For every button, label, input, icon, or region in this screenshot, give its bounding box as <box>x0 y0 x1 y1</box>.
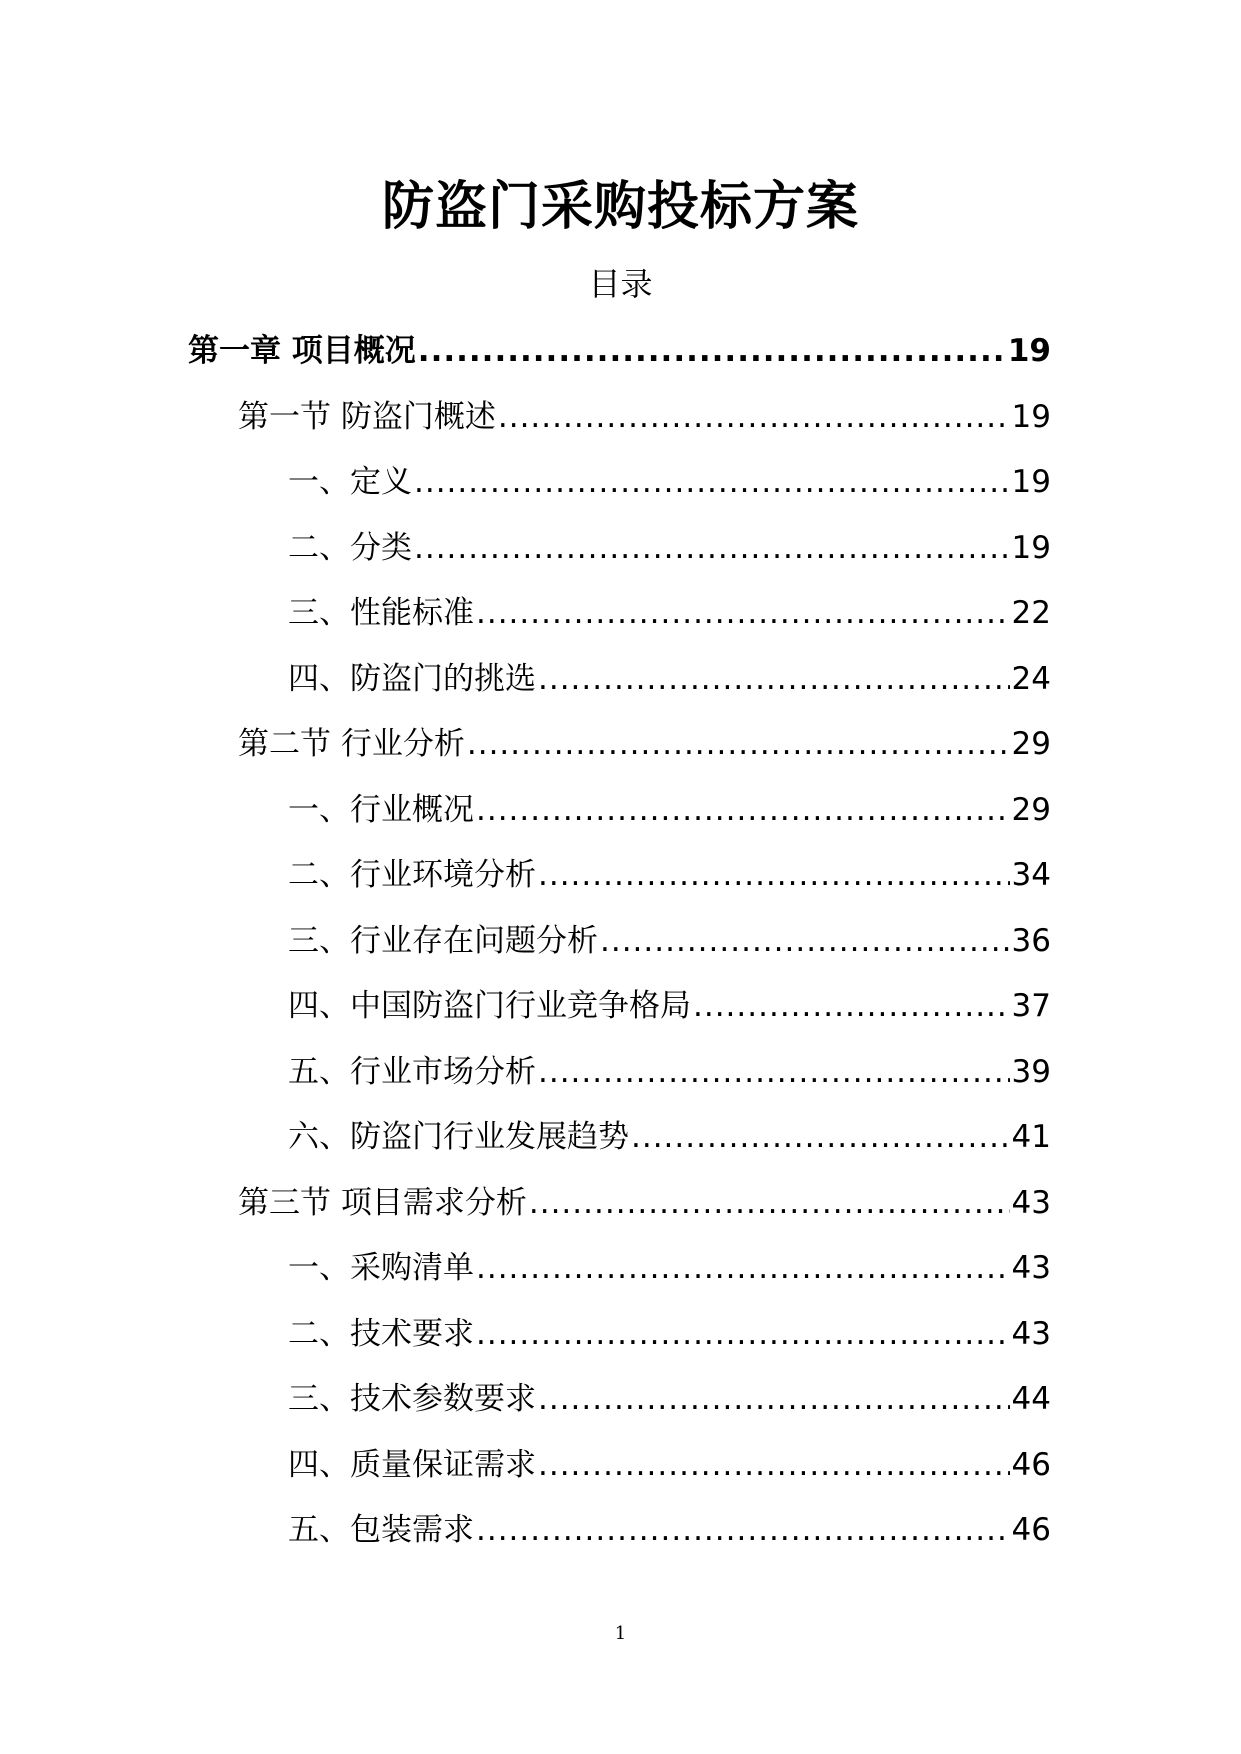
toc-entry-page-number: 46 <box>1011 1446 1051 1483</box>
toc-entry-page-number: 34 <box>1011 857 1051 893</box>
toc-heading: 目录 <box>588 265 653 303</box>
document-title: 防盗门采购投标方案 <box>381 177 859 237</box>
toc-entry-page-number: 19 <box>1007 333 1051 369</box>
toc-entry-title: 四、中国防盗门行业竞争格局 <box>288 988 691 1024</box>
toc-entry-page-number: 43 <box>1011 1315 1051 1352</box>
toc-entry-page-number: 43 <box>1011 1250 1051 1286</box>
toc-entry[interactable] <box>288 523 1051 573</box>
toc-dot-leader <box>476 1243 1010 1293</box>
toc-entry-page-number: 29 <box>1011 791 1051 828</box>
toc-entry[interactable] <box>288 1047 1051 1097</box>
toc-dot-leader <box>476 1309 1010 1359</box>
toc-entry[interactable] <box>288 1309 1051 1359</box>
toc-entry-title: 四、质量保证需求 <box>288 1446 536 1483</box>
toc-entry-page-number: 19 <box>1011 529 1051 566</box>
toc-entry[interactable] <box>238 719 1051 769</box>
toc-entry[interactable] <box>288 654 1051 704</box>
toc-entry-page-number: 22 <box>1011 595 1051 631</box>
toc-dot-leader <box>538 1047 1010 1097</box>
page-number: 1 <box>614 1623 627 1644</box>
toc-entry[interactable] <box>238 1178 1051 1228</box>
toc-entry-title: 二、行业环境分析 <box>288 857 536 893</box>
toc-entry[interactable] <box>288 588 1051 638</box>
toc-entry[interactable] <box>238 392 1051 442</box>
toc-entry-title: 三、行业存在问题分析 <box>288 922 598 959</box>
toc-entry[interactable] <box>288 1374 1051 1424</box>
toc-entry-page-number: 39 <box>1011 1053 1051 1090</box>
toc-entry-title: 第二节 行业分析 <box>238 726 465 762</box>
toc-dot-leader <box>418 326 1006 376</box>
toc-entry-page-number: 19 <box>1011 464 1051 500</box>
toc-entry[interactable] <box>288 916 1051 966</box>
toc-dot-leader <box>414 523 1010 573</box>
toc-dot-leader <box>600 916 1010 966</box>
toc-entry-title: 五、包装需求 <box>288 1512 474 1548</box>
toc-dot-leader <box>631 1112 1010 1162</box>
toc-entry[interactable] <box>288 1243 1051 1293</box>
toc-entry-page-number: 24 <box>1011 660 1051 697</box>
toc-entry[interactable] <box>288 1440 1051 1490</box>
toc-entry-title: 第一节 防盗门概述 <box>238 398 496 435</box>
toc-entry-page-number: 29 <box>1011 726 1051 762</box>
toc-dot-leader <box>538 1374 1010 1424</box>
toc-entry-page-number: 19 <box>1011 398 1051 435</box>
toc-entry[interactable] <box>288 785 1051 835</box>
toc-entry-title: 一、采购清单 <box>288 1250 474 1286</box>
toc-entry-page-number: 37 <box>1011 988 1051 1024</box>
toc-entry[interactable] <box>288 850 1051 900</box>
toc-entry-title: 一、定义 <box>288 464 412 500</box>
toc-entry-page-number: 46 <box>1011 1512 1051 1548</box>
toc-entry-page-number: 36 <box>1011 922 1051 959</box>
toc-dot-leader <box>538 654 1010 704</box>
toc-entry-page-number: 44 <box>1011 1381 1051 1417</box>
toc-entry[interactable] <box>288 1505 1051 1555</box>
toc-dot-leader <box>693 981 1010 1031</box>
toc-dot-leader <box>476 785 1010 835</box>
toc-entry-title: 三、性能标准 <box>288 595 474 631</box>
toc-entry[interactable] <box>188 326 1051 376</box>
toc-entry-title: 二、分类 <box>288 529 412 566</box>
toc-dot-leader <box>498 392 1010 442</box>
toc-entry[interactable] <box>288 1112 1051 1162</box>
toc-dot-leader <box>414 457 1010 507</box>
toc-entry[interactable] <box>288 457 1051 507</box>
toc-entry-title: 第一章 项目概况 <box>188 333 416 369</box>
toc-dot-leader <box>467 719 1010 769</box>
toc-entry-title: 四、防盗门的挑选 <box>288 660 536 697</box>
toc-entry-page-number: 41 <box>1011 1119 1051 1155</box>
toc-dot-leader <box>476 1505 1010 1555</box>
toc-dot-leader <box>529 1178 1010 1228</box>
toc-dot-leader <box>476 588 1010 638</box>
toc-entry-title: 二、技术要求 <box>288 1315 474 1352</box>
toc-entry-title: 第三节 项目需求分析 <box>238 1184 527 1221</box>
toc-entry[interactable] <box>288 981 1051 1031</box>
toc-dot-leader <box>538 850 1010 900</box>
toc-entry-title: 六、防盗门行业发展趋势 <box>288 1119 629 1155</box>
toc-entry-title: 一、行业概况 <box>288 791 474 828</box>
toc-entry-page-number: 43 <box>1011 1184 1051 1221</box>
toc-entry-title: 五、行业市场分析 <box>288 1053 536 1090</box>
toc-dot-leader <box>538 1440 1010 1490</box>
toc-entry-title: 三、技术参数要求 <box>288 1381 536 1417</box>
